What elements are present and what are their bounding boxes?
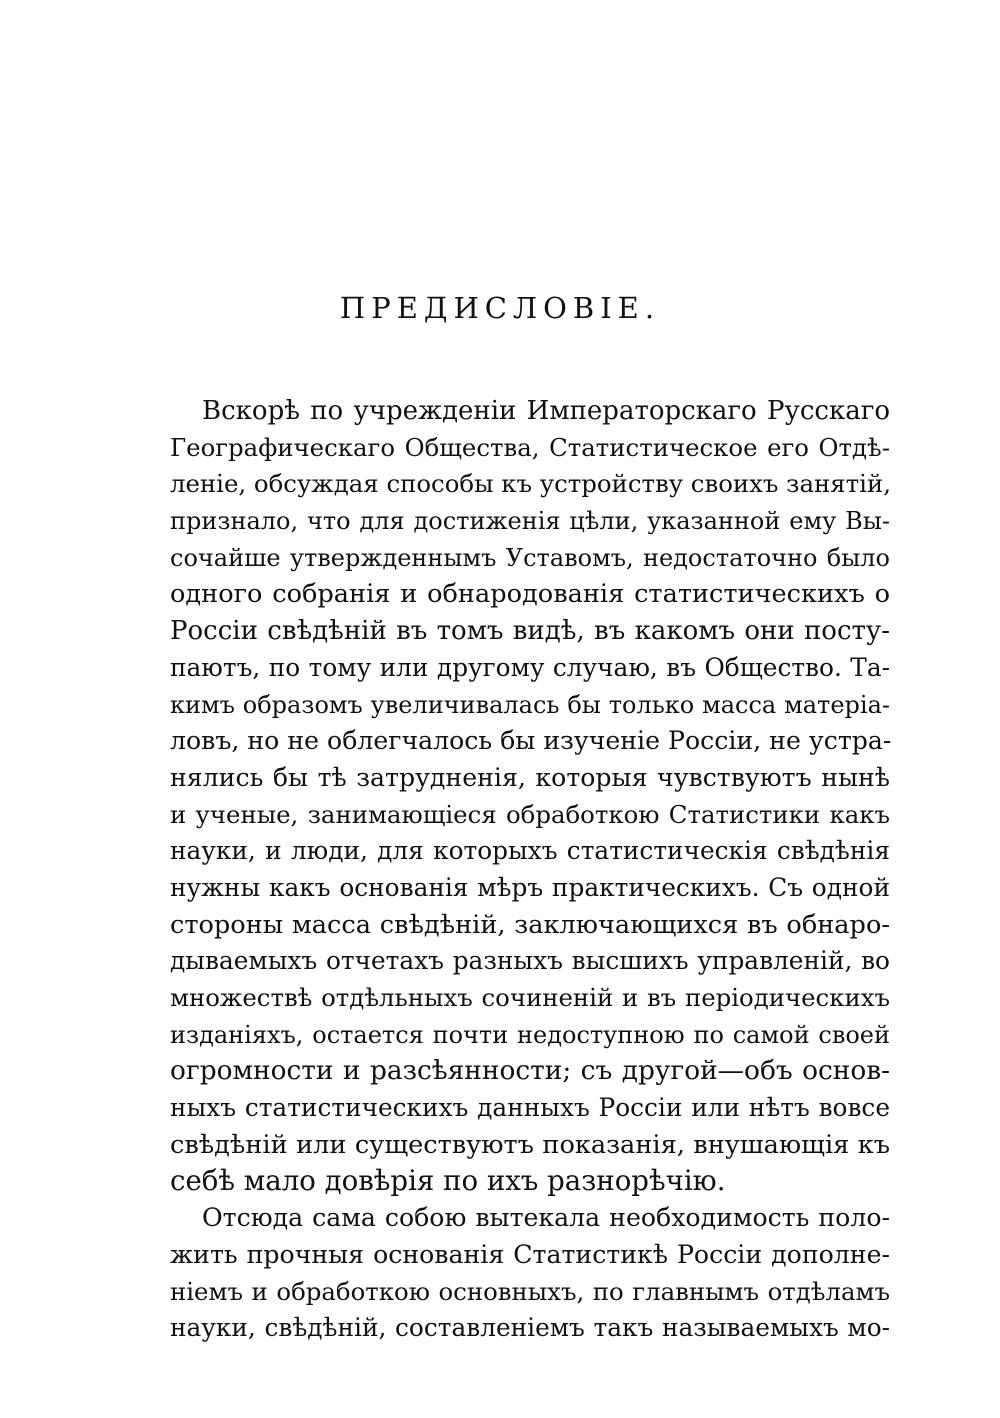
text-line: и ученые, занимающіеся обработкою Статистики какъ	[170, 799, 890, 829]
text-line: признало, что для достиженія цѣли, указанной ему Вы-	[170, 507, 890, 536]
text-line: свѣдѣній или существуютъ показанія, внушающія къ	[170, 1129, 890, 1160]
text-line: ловъ, но не облегчалось бы изученіе Россіи, не устра-	[170, 726, 892, 756]
text-line: науки, и люди, для которыхъ статистическія свѣдѣнія	[170, 836, 890, 866]
text-line: сочайше утвержденнымъ Уставомъ, недостаточно было	[170, 543, 890, 572]
text-line: огромности и разсѣянности; съ другой—объ основ-	[170, 1055, 890, 1087]
text-line: кимъ образомъ увеличивалась бы только масса матеріа-	[170, 690, 890, 719]
text-line: одного собранія и обнародованія статистическихъ о	[170, 579, 890, 610]
text-line: стороны масса свѣдѣній, заключающихся въ обнаро-	[170, 909, 890, 940]
preface-body	[170, 393, 890, 1347]
text-line: Географическаго Общества, Статистическое его Отдѣ-	[170, 432, 890, 462]
text-line: науки, свѣдѣній, составленіемъ такъ называемыхъ мо-	[170, 1313, 890, 1343]
page-title: ПРЕДИСЛОВІЕ.	[339, 291, 661, 325]
text-line: Отсюда сама собою вытекала необходимость поло-	[202, 1203, 890, 1233]
text-line: нялись бы тѣ затрудненія, которыя чувствуютъ нынѣ	[170, 762, 890, 792]
text-line: ныхъ статистическихъ данныхъ Россіи или нѣтъ вовсе	[170, 1093, 890, 1123]
text-line: множествѣ отдѣльныхъ сочиненій и въ періодическихъ	[170, 983, 890, 1012]
text-line: ніемъ и обработкою основныхъ, по главнымъ отдѣламъ	[170, 1276, 890, 1306]
text-line: жить прочныя основанія Статистикѣ Россіи дополне-	[170, 1239, 890, 1269]
text-line: дываемыхъ отчетахъ разныхъ высшихъ управленій, во	[170, 946, 890, 976]
paragraph-2	[170, 1200, 890, 1347]
text-line: себѣ мало довѣрія по ихъ разнорѣчію.	[170, 1164, 726, 1198]
text-line: леніе, обсуждая способы къ устройству своихъ занятій,	[170, 469, 891, 499]
text-line: паютъ, по тому или другому случаю, въ Общество. Та-	[170, 652, 890, 682]
text-line: Россіи свѣдѣній въ томъ видѣ, въ какомъ они посту-	[170, 616, 890, 647]
paragraph-1	[170, 393, 890, 1200]
text-line: изданіяхъ, остается почти недоступною по самой своей	[170, 1020, 890, 1049]
text-line: нужны какъ основанія мѣръ практическихъ. Съ одной	[170, 872, 890, 902]
text-line: Вскорѣ по учрежденіи Императорскаго Русскаго	[202, 396, 890, 426]
